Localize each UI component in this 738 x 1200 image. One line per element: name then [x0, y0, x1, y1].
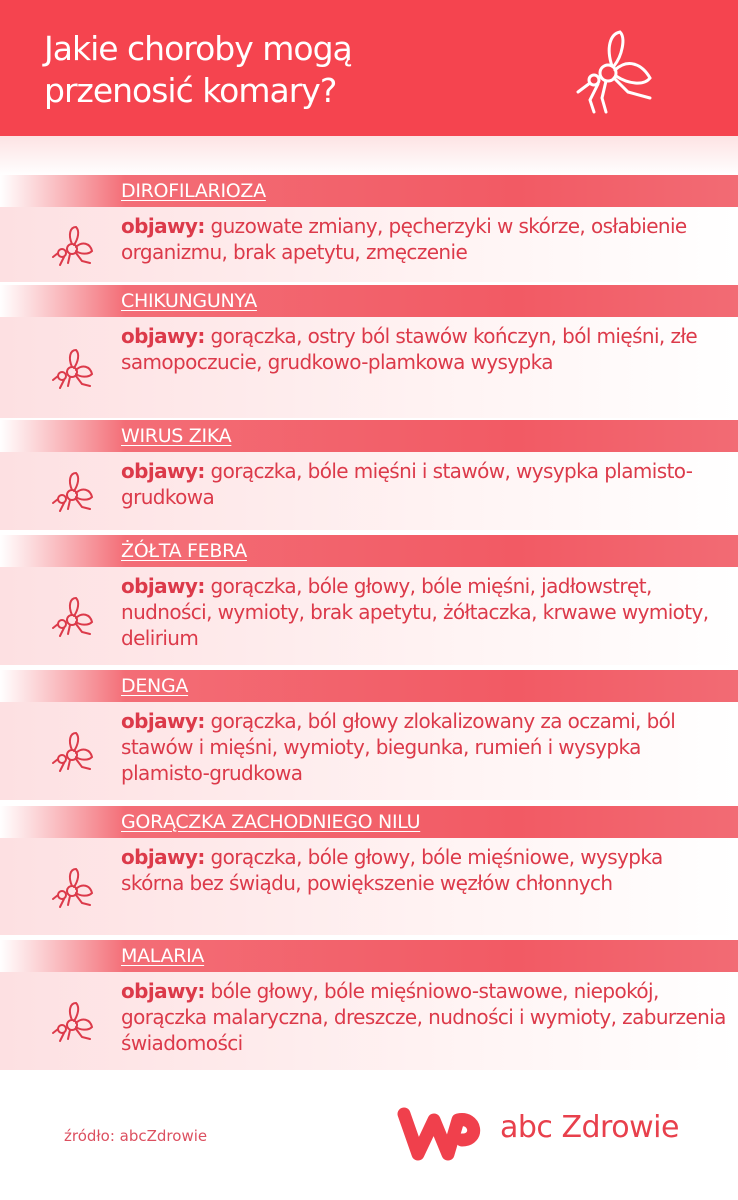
disease-section: [0, 175, 738, 282]
symptoms-text: gorączka, bóle głowy, bóle mięśni, jadłowstręt, nudności, wymioty, brak apetytu, żółtaczka, krwawe wymioty, delirium: [121, 574, 709, 650]
brand-name: abc Zdrowie: [500, 1110, 679, 1145]
symptoms-text: gorączka, bóle mięśni i stawów, wysypka plamisto-grudkowa: [121, 459, 693, 509]
disease-name: DENGA: [121, 675, 189, 697]
symptoms-text: gorączka, bóle głowy, bóle mięśniowe, wysypka skórna bez świądu, powiększenie węzłów chłonnych: [121, 845, 663, 895]
disease-symptoms: [0, 452, 738, 530]
disease-title-bar: [0, 940, 738, 972]
mosquito-icon: [50, 469, 94, 513]
symptoms-text: gorączka, ostry ból stawów kończyn, ból mięśni, złe samopoczucie, grudkowo-plamkowa wysypka: [121, 324, 698, 374]
disease-symptoms: [0, 567, 738, 665]
disease-name: WIRUS ZIKA: [121, 425, 232, 447]
disease-name: CHIKUNGUNYA: [121, 290, 257, 312]
disease-symptoms: [0, 838, 738, 935]
disease-title-bar: [0, 670, 738, 702]
mosquito-icon: [50, 999, 94, 1043]
symptoms-label: objawy:: [121, 574, 205, 598]
disease-name: ŻÓŁTA FEBRA: [121, 540, 247, 562]
disease-symptoms: [0, 702, 738, 800]
disease-symptoms: [0, 207, 738, 282]
disease-title-bar: [0, 806, 738, 838]
page-title: Jakie choroby mogą przenosić komary?: [44, 29, 352, 110]
disease-symptoms: [0, 972, 738, 1070]
mosquito-icon: [50, 729, 94, 773]
disease-symptoms: [0, 317, 738, 418]
symptoms-text: gorączka, ból głowy zlokalizowany za oczami, ból stawów i mięśni, wymioty, biegunka, rumień i wysypka plamisto-grudkowa: [121, 709, 676, 785]
disease-title-bar: [0, 175, 738, 207]
source-note: źródło: abcZdrowie: [64, 1127, 208, 1145]
symptoms-label: objawy:: [121, 979, 205, 1003]
disease-section: [0, 806, 738, 935]
symptoms-label: objawy:: [121, 324, 205, 348]
symptoms-label: objawy:: [121, 214, 205, 238]
disease-title-bar: [0, 285, 738, 317]
disease-section: [0, 285, 738, 418]
disease-name: GORĄCZKA ZACHODNIEGO NILU: [121, 811, 421, 833]
mosquito-icon: [50, 223, 94, 267]
symptoms-label: objawy:: [121, 845, 205, 869]
disease-title-bar: [0, 420, 738, 452]
symptoms-text: guzowate zmiany, pęcherzyki w skórze, osłabienie organizmu, brak apetytu, zmęczenie: [121, 214, 687, 264]
disease-section: [0, 940, 738, 1070]
header-band: [0, 136, 738, 176]
mosquito-icon: [570, 28, 660, 118]
disease-section: [0, 420, 738, 530]
symptoms-text: bóle głowy, bóle mięśniowo-stawowe, niepokój, gorączka malaryczna, dreszcze, nudności i wymioty, zaburzenia świadomości: [121, 979, 726, 1055]
disease-section: [0, 670, 738, 800]
symptoms-label: objawy:: [121, 709, 205, 733]
disease-name: DIROFILARIOZA: [121, 180, 266, 202]
mosquito-icon: [50, 346, 94, 390]
header: [0, 0, 738, 136]
disease-section: [0, 535, 738, 665]
mosquito-icon: [50, 594, 94, 638]
mosquito-icon: [50, 865, 94, 909]
disease-title-bar: [0, 535, 738, 567]
disease-name: MALARIA: [121, 945, 205, 967]
wp-logo: [396, 1106, 486, 1162]
symptoms-label: objawy:: [121, 459, 205, 483]
